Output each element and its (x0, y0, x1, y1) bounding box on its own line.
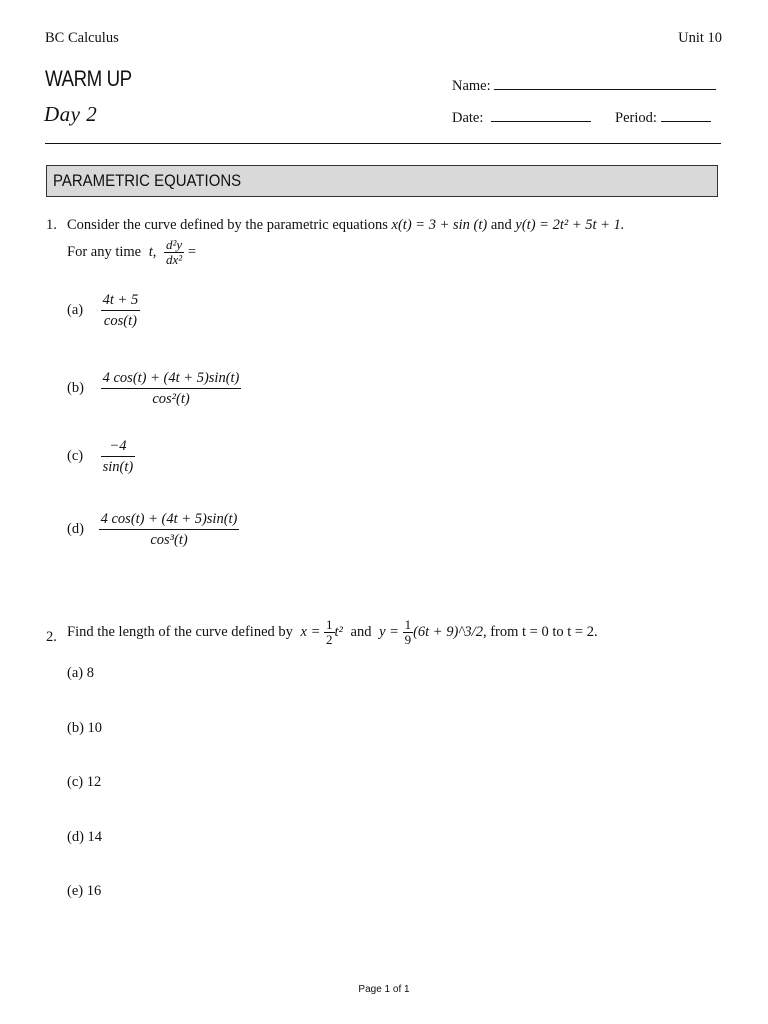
q2-prompt-text: Find the length of the curve defined by (67, 623, 293, 640)
q1-y-equation: y(t) = 2t² + 5t + 1. (515, 217, 625, 233)
name-field[interactable] (452, 76, 716, 95)
fraction-denominator: cos²(t) (152, 391, 190, 407)
q1-choice-c[interactable] (67, 436, 135, 477)
fraction-numerator: 1 (404, 617, 412, 632)
question-1-prompt (67, 217, 624, 234)
q2-choice-a[interactable] (67, 665, 94, 682)
choice-fraction (101, 290, 141, 331)
choice-value: 14 (87, 829, 103, 845)
q2-y-lhs: y = (379, 623, 399, 640)
q1-choice-b[interactable] (67, 368, 241, 409)
section-header (46, 165, 718, 197)
worksheet-title: WARM UP (45, 66, 132, 91)
choice-label: (d) (67, 520, 84, 537)
q1-deriv-num: d²y (166, 237, 183, 252)
q2-tail: from t = 0 to t = 2. (490, 623, 598, 640)
course-name: BC Calculus (45, 30, 119, 46)
choice-fraction (99, 509, 240, 550)
fraction-numerator: 1 (326, 617, 333, 632)
fraction-numerator: −4 (101, 436, 136, 457)
page-number: Page 1 of 1 (358, 984, 410, 995)
q1-choice-d[interactable] (67, 509, 239, 550)
choice-value: 16 (86, 883, 102, 899)
period-blank[interactable] (661, 108, 711, 122)
q1-line2-text: For any time (67, 243, 142, 260)
date-blank[interactable] (491, 108, 591, 122)
q1-derivative (164, 238, 184, 267)
fraction-denominator: cos(t) (103, 313, 137, 329)
q2-x-rhs: t² (334, 623, 343, 640)
choice-value: 8 (86, 665, 94, 681)
choice-fraction (101, 436, 136, 477)
question-1-line2 (67, 238, 196, 267)
fraction-denominator: sin(t) (102, 459, 134, 475)
section-title: PARAMETRIC EQUATIONS (53, 171, 242, 190)
q1-deriv-den: dx² (166, 252, 183, 267)
q1-x-equation: x(t) = 3 + sin (t) (391, 217, 488, 233)
choice-label: (a) (67, 301, 84, 318)
fraction-denominator: 2 (326, 632, 333, 647)
q2-choice-c[interactable] (67, 774, 101, 791)
q1-equals: = (187, 243, 196, 260)
q1-choice-a[interactable] (67, 290, 140, 331)
date-label: Date: (452, 110, 484, 126)
choice-value: 12 (86, 774, 102, 790)
choice-label: (b) (67, 379, 84, 396)
choice-label: (d) (67, 829, 84, 845)
choice-label: (c) (67, 447, 84, 464)
period-field[interactable] (615, 108, 711, 127)
date-field[interactable] (452, 108, 591, 127)
unit-label: Unit 10 (678, 30, 722, 46)
q2-x-fraction (324, 618, 335, 647)
choice-label: (e) (67, 883, 84, 899)
question-2-prompt (67, 618, 598, 647)
q2-choice-b[interactable] (67, 720, 102, 737)
fraction-numerator: 4 cos(t) + (4t + 5)sin(t) (101, 368, 242, 389)
question-1-number: 1. (46, 217, 57, 233)
period-label: Period: (615, 110, 657, 126)
q1-prompt-text: Consider the curve defined by the parametric equations (67, 217, 388, 233)
q1-var-t: t, (148, 243, 157, 260)
name-blank[interactable] (494, 76, 716, 90)
q2-and: and (350, 623, 372, 640)
choice-label: (b) (67, 720, 84, 736)
fraction-numerator: 4 cos(t) + (4t + 5)sin(t) (99, 509, 240, 530)
name-label: Name: (452, 78, 491, 94)
q2-choice-e[interactable] (67, 883, 101, 900)
header-divider (45, 143, 721, 144)
fraction-numerator: 4t + 5 (101, 290, 141, 311)
day-label: Day 2 (44, 102, 98, 126)
fraction-denominator: cos³(t) (150, 532, 188, 548)
q2-x-lhs: x = (300, 623, 321, 640)
q1-and: and (490, 217, 512, 233)
choice-fraction (101, 368, 242, 409)
fraction-denominator: 9 (404, 632, 412, 647)
choice-label: (c) (67, 774, 84, 790)
q2-choice-d[interactable] (67, 829, 102, 846)
question-2-number: 2. (46, 629, 57, 645)
q2-y-fraction (403, 618, 414, 647)
choice-label: (a) (67, 665, 84, 681)
choice-value: 10 (87, 720, 103, 736)
q2-y-rhs: (6t + 9)^3/2, (413, 623, 487, 640)
